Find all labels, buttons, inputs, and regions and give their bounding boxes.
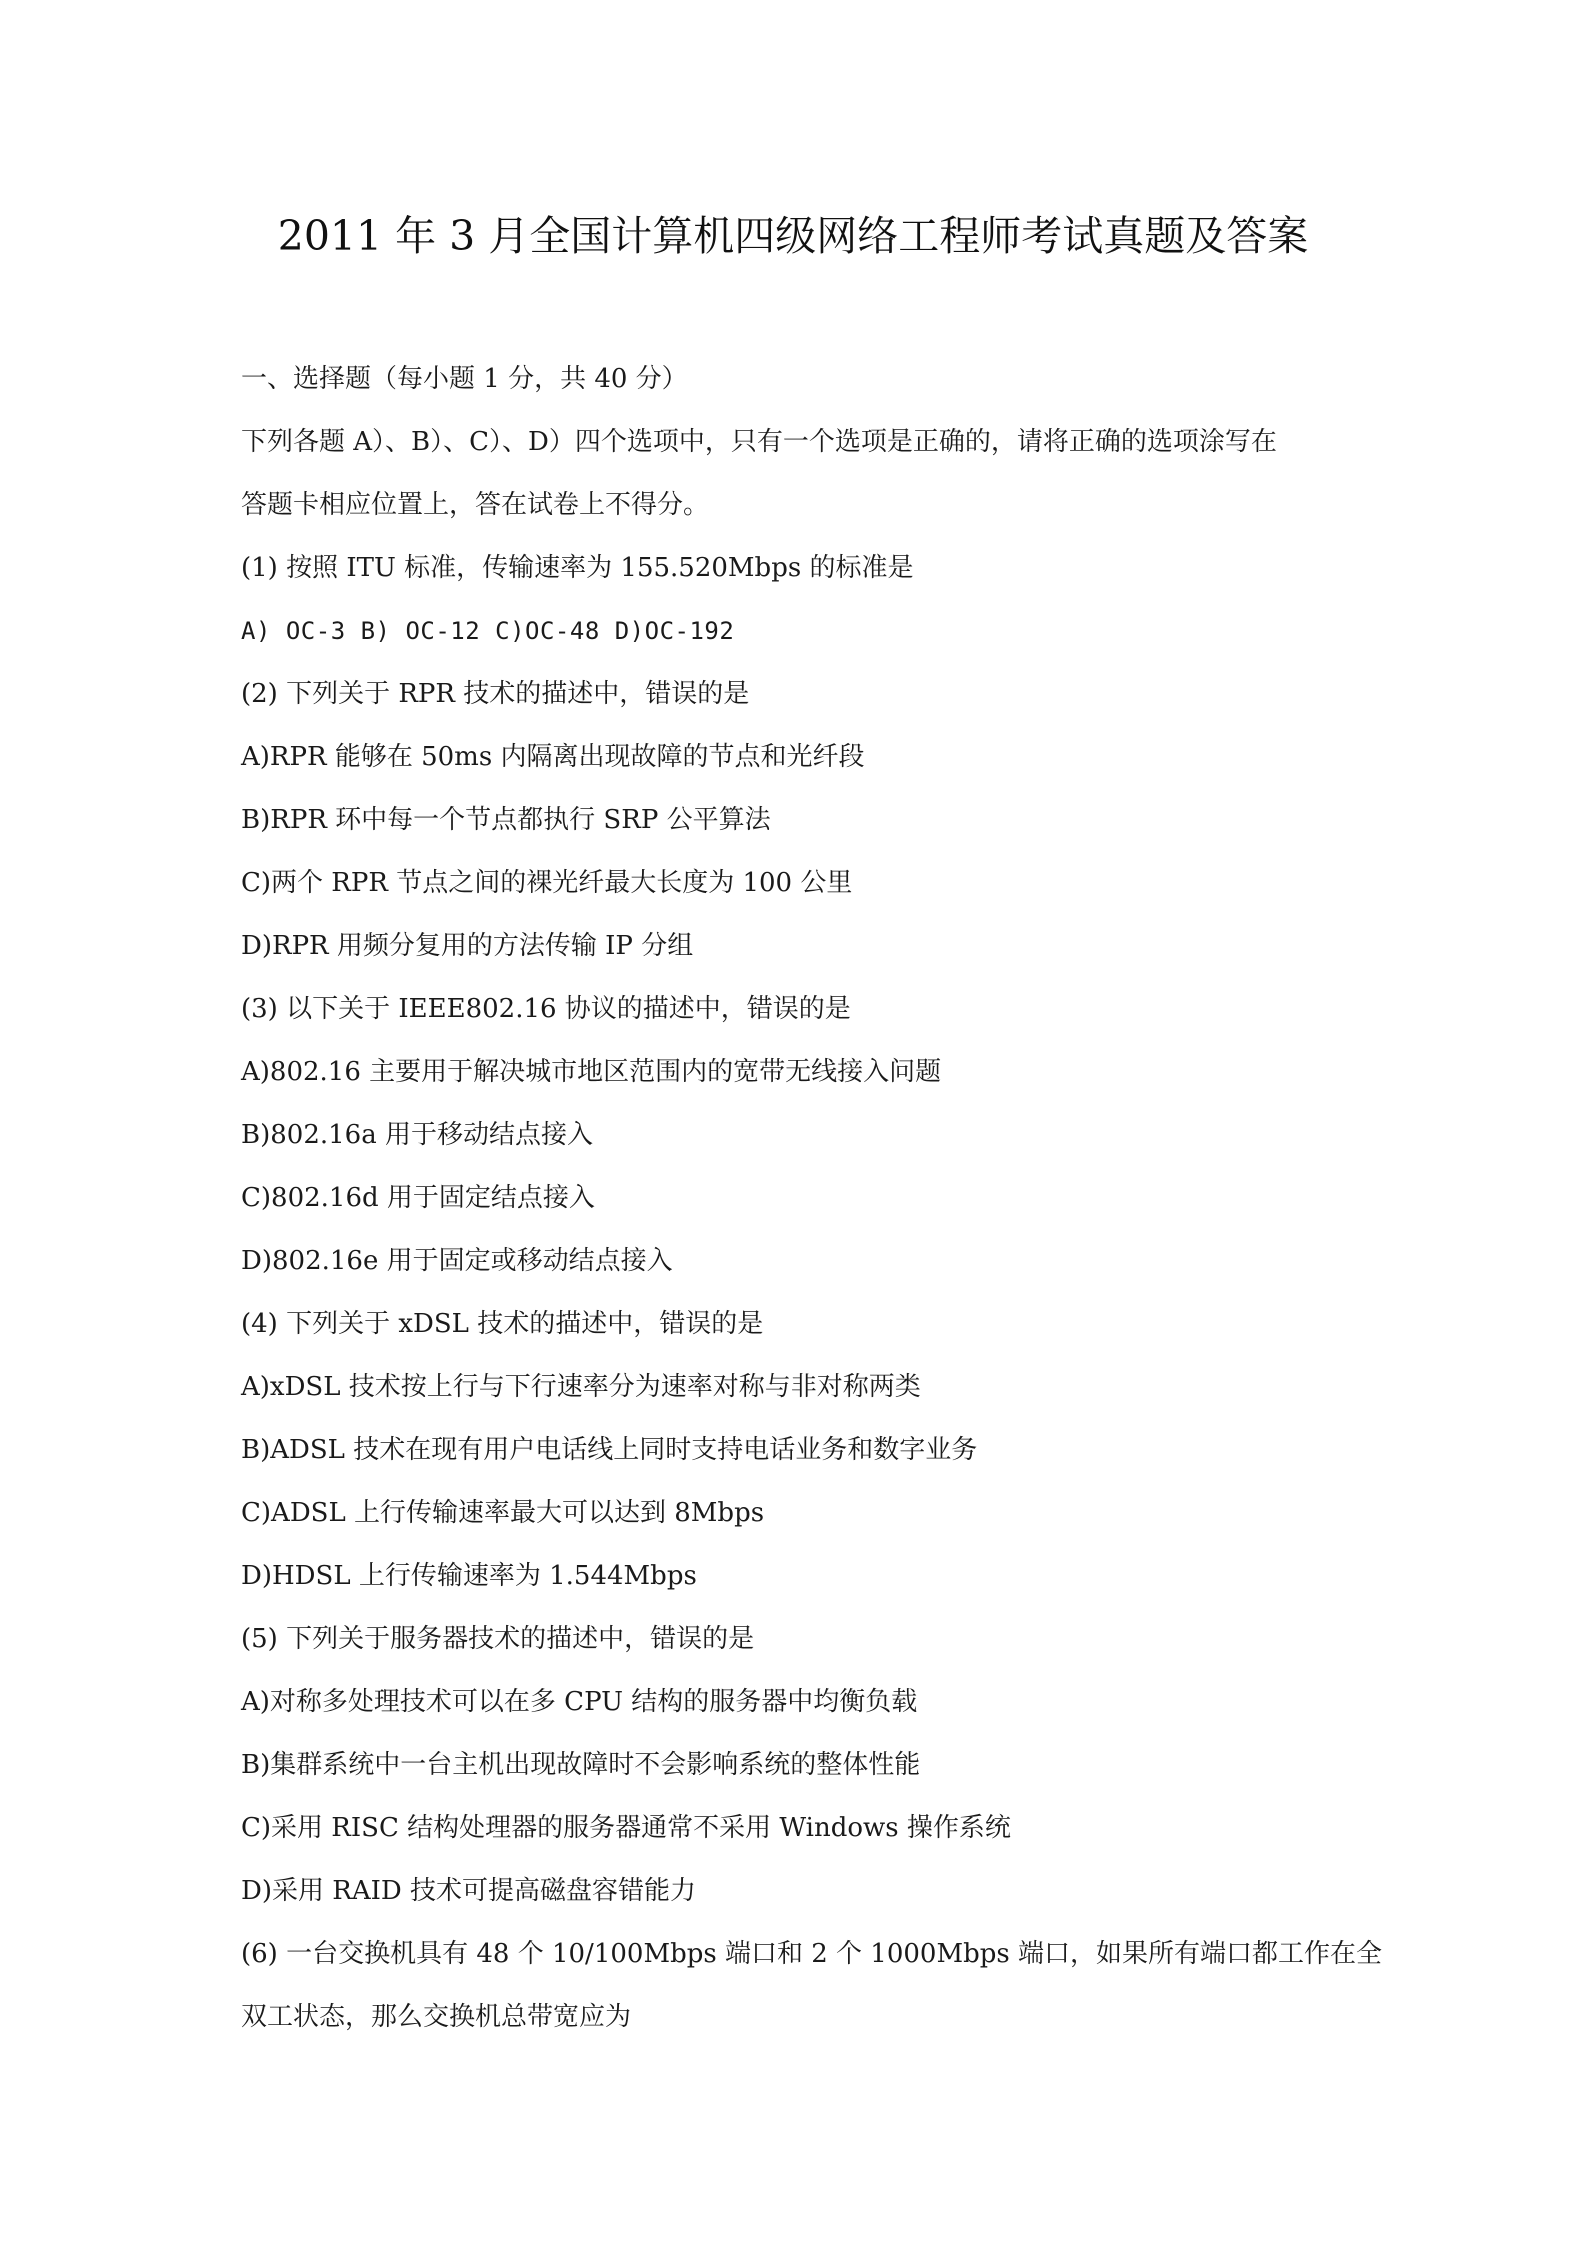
question-5-option-b: B)集群系统中一台主机出现故障时不会影响系统的整体性能 [241,1750,921,1780]
question-6-continued: 双工状态，那么交换机总带宽应为 [241,2002,632,2032]
question-5: (5) 下列关于服务器技术的描述中，错误的是 [241,1624,755,1654]
question-4-option-a: A)xDSL 技术按上行与下行速率分为速率对称与非对称两类 [241,1372,921,1402]
question-4-option-d: D)HDSL 上行传输速率为 1.544Mbps [241,1561,697,1591]
section-heading: 一、选择题（每小题 1 分，共 40 分） [241,364,688,394]
question-3: (3) 以下关于 IEEE802.16 协议的描述中，错误的是 [241,994,851,1024]
question-3-option-c: C)802.16d 用于固定结点接入 [241,1183,595,1213]
document-body [241,348,1382,2049]
question-4-option-c: C)ADSL 上行传输速率最大可以达到 8Mbps [241,1498,765,1528]
question-4-option-b: B)ADSL 技术在现有用户电话线上同时支持电话业务和数字业务 [241,1435,978,1465]
question-5-option-a: A)对称多处理技术可以在多 CPU 结构的服务器中均衡负载 [241,1687,918,1717]
question-5-option-c: C)采用 RISC 结构处理器的服务器通常不采用 Windows 操作系统 [241,1813,1011,1843]
question-3-option-d: D)802.16e 用于固定或移动结点接入 [241,1246,673,1276]
question-1: (1) 按照 ITU 标准，传输速率为 155.520Mbps 的标准是 [241,553,914,583]
question-3-option-a: A)802.16 主要用于解决城市地区范围内的宽带无线接入问题 [241,1057,942,1087]
question-2-option-c: C)两个 RPR 节点之间的裸光纤最大长度为 100 公里 [241,868,853,898]
question-5-option-d: D)采用 RAID 技术可提高磁盘容错能力 [241,1876,696,1906]
question-4: (4) 下列关于 xDSL 技术的描述中，错误的是 [241,1309,764,1339]
question-2-option-b: B)RPR 环中每一个节点都执行 SRP 公平算法 [241,805,771,835]
question-3-option-b: B)802.16a 用于移动结点接入 [241,1120,593,1150]
question-1-options: A) OC-3 B) OC-12 C)OC-48 D)OC-192 [241,617,735,645]
document-title: 2011 年 3 月全国计算机四级网络工程师考试真题及答案 [277,212,1309,260]
question-2: (2) 下列关于 RPR 技术的描述中，错误的是 [241,679,750,709]
question-6: (6) 一台交换机具有 48 个 10/100Mbps 端口和 2 个 1000Mbps 端口，如果所有端口都工作在全 [241,1939,1382,1969]
question-2-option-a: A)RPR 能够在 50ms 内隔离出现故障的节点和光纤段 [241,742,865,772]
instruction-line: 答题卡相应位置上，答在试卷上不得分。 [241,490,710,520]
instruction-line: 下列各题 A）、B）、C）、D）四个选项中，只有一个选项是正确的，请将正确的选项涂写在 [241,427,1277,457]
question-2-option-d: D)RPR 用频分复用的方法传输 IP 分组 [241,931,694,961]
